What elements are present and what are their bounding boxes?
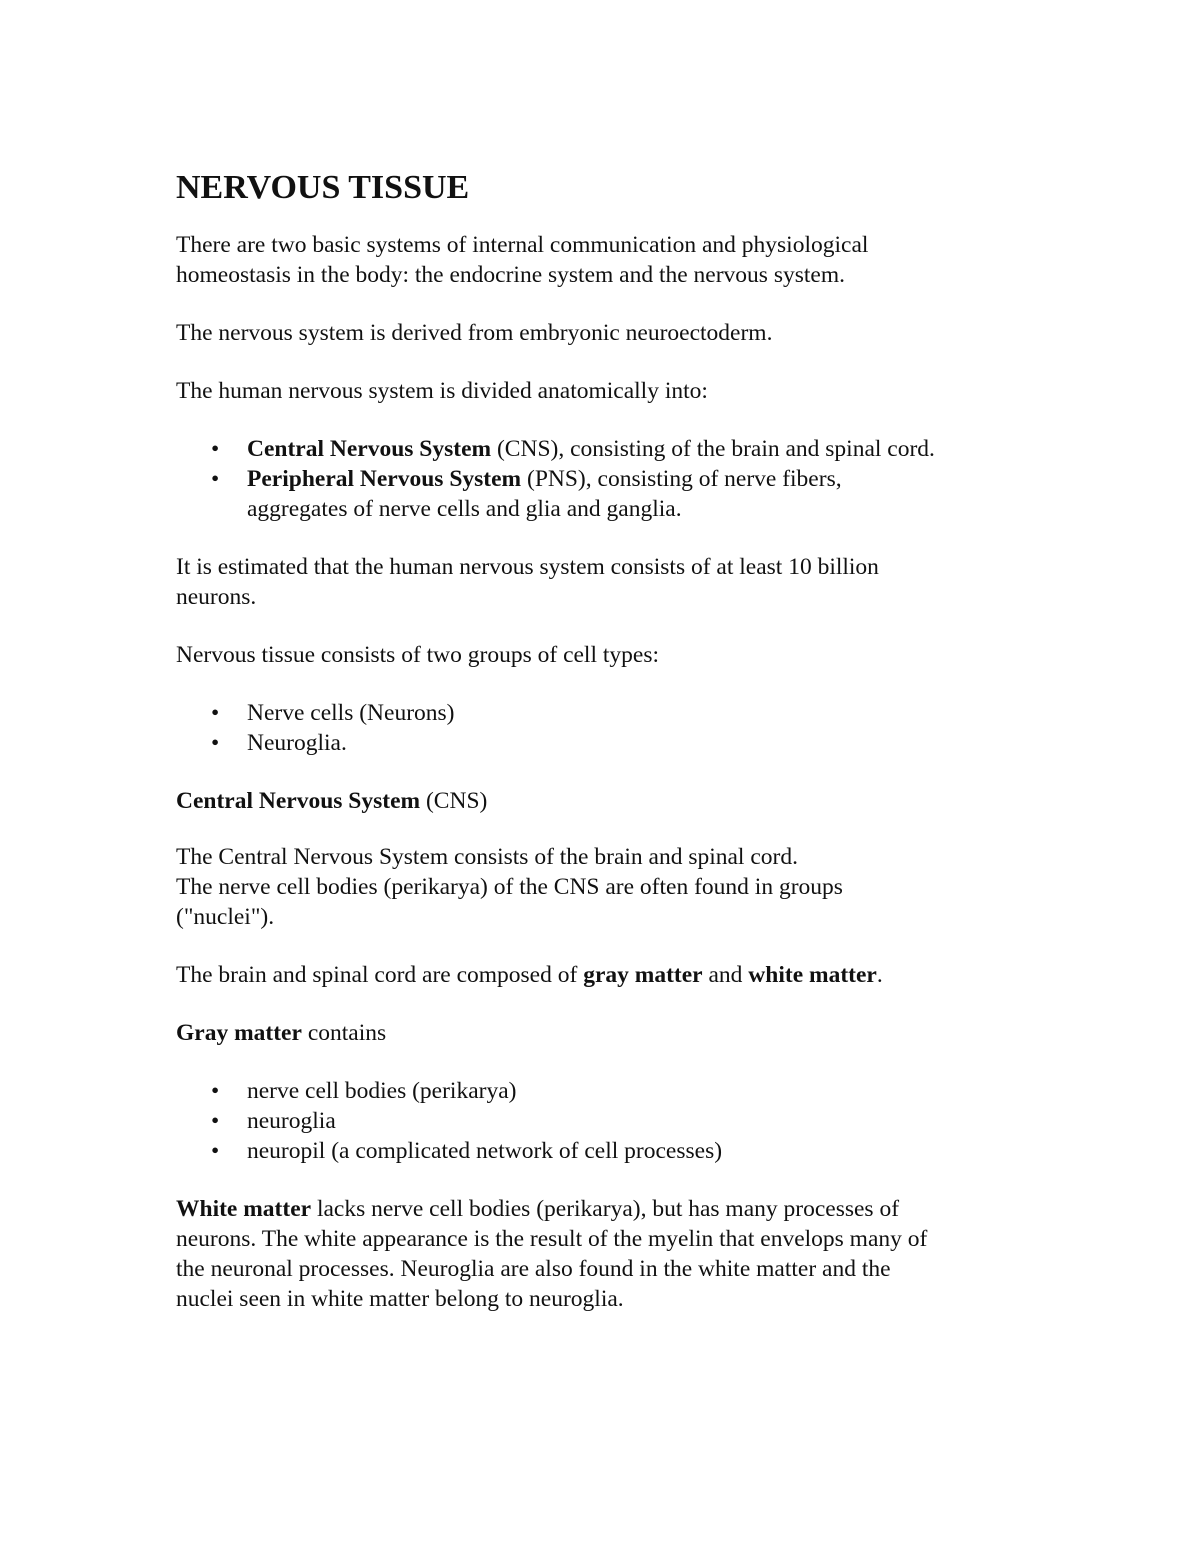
white-matter-line-4: nuclei seen in white matter belong to neuroglia. (176, 1286, 624, 1312)
cns-line-1: The Central Nervous System consists of the brain and spinal cord. (176, 844, 798, 870)
white-matter-term: white matter (748, 962, 877, 988)
list-item: • neuroglia (247, 1106, 1056, 1136)
gray-matter-bold: Gray matter (176, 1020, 302, 1046)
list-item-text-continued: aggregates of nerve cells and glia and ganglia. (247, 496, 682, 522)
cns-heading-text: (CNS) (420, 788, 488, 814)
intro-line-1: There are two basic systems of internal communication and physiological (176, 232, 869, 258)
gray-matter-term: gray matter (583, 962, 703, 988)
cns-line-2: The nerve cell bodies (perikarya) of the CNS are often found in groups (176, 874, 843, 900)
gray-matter-text: contains (301, 1020, 387, 1046)
white-matter-bold: White matter (176, 1196, 312, 1222)
list-item: • neuropil (a complicated network of cell processes) (247, 1136, 1056, 1166)
cns-heading-bold: Central Nervous System (176, 788, 421, 814)
cell-groups-list (176, 698, 1056, 758)
list-item-text: (PNS), consisting of nerve fibers, (521, 466, 842, 492)
list-item (247, 434, 1056, 464)
cns-paragraph (176, 842, 1056, 932)
list-item: • nerve cell bodies (perikarya) (247, 1076, 1056, 1106)
estimate-line-2: neurons. (176, 584, 257, 610)
white-matter-line-3: the neuronal processes. Neuroglia are also found in the white matter and the (176, 1256, 891, 1282)
matter-text-end: . (876, 962, 883, 988)
intro-line-2: homeostasis in the body: the endocrine system and the nervous system. (176, 262, 845, 288)
cns-line-3: ("nuclei"). (176, 904, 275, 930)
gray-matter-list (176, 1076, 1056, 1166)
list-item: • Neuroglia. (247, 728, 1056, 758)
list-item: • Nerve cells (Neurons) (247, 698, 1056, 728)
estimate-line-1: It is estimated that the human nervous system consists of at least 10 billion (176, 554, 879, 580)
estimate-paragraph (176, 552, 1056, 612)
page-title: NERVOUS TISSUE (176, 169, 470, 206)
list-item-bold: Central Nervous System (247, 436, 492, 462)
list-item-bold: Peripheral Nervous System (247, 466, 522, 492)
cns-section-heading (176, 786, 1056, 816)
intro-paragraph (176, 230, 1056, 290)
white-matter-line-1: lacks nerve cell bodies (perikarya), but has many processes of (311, 1196, 900, 1222)
matter-text-and: and (702, 962, 749, 988)
matter-paragraph (176, 960, 1056, 990)
cell-groups-intro-paragraph: Nervous tissue consists of two groups of cell types: (176, 642, 660, 668)
white-matter-paragraph (176, 1194, 1056, 1314)
list-item-text: (CNS), consisting of the brain and spinal cord. (491, 436, 935, 462)
division-intro-paragraph: The human nervous system is divided anatomically into: (176, 378, 708, 404)
gray-matter-intro (176, 1018, 1056, 1048)
derivation-paragraph: The nervous system is derived from embryonic neuroectoderm. (176, 320, 773, 346)
document-page (176, 166, 1056, 1342)
divisions-list (176, 434, 1056, 524)
white-matter-line-2: neurons. The white appearance is the result of the myelin that envelops many of (176, 1226, 928, 1252)
matter-text-pre: The brain and spinal cord are composed of (176, 962, 584, 988)
list-item (247, 464, 1056, 524)
